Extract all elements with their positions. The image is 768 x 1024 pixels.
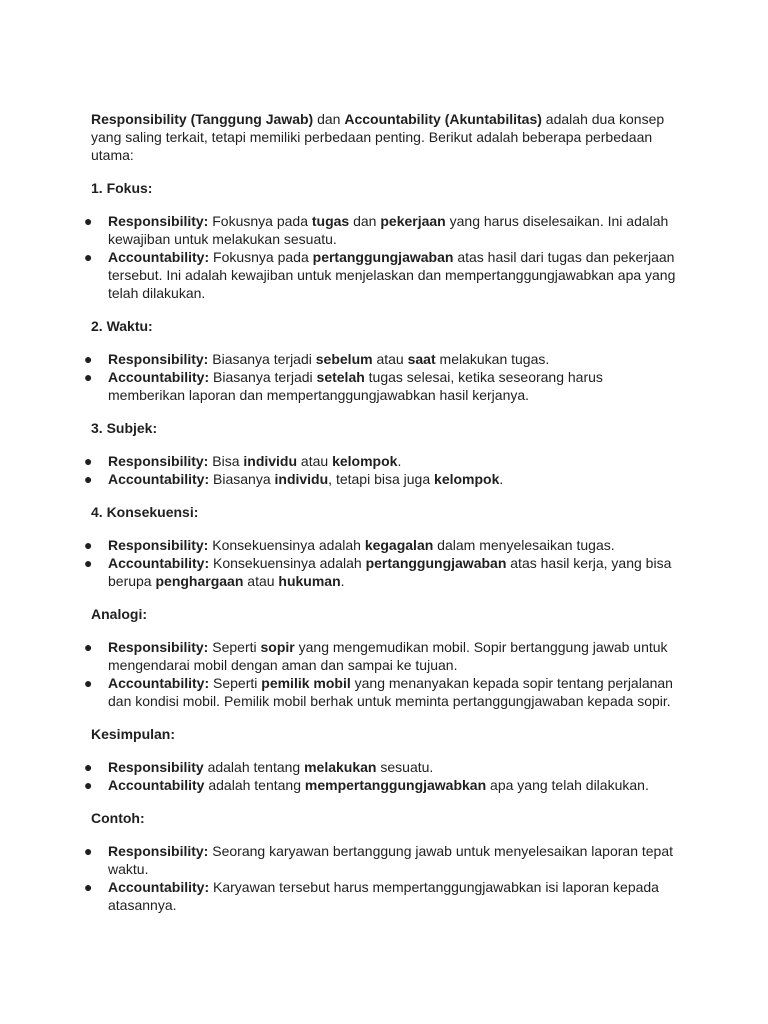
text-run: Seperti [209,675,262,691]
text-run: Karyawan tersebut harus mempertanggungjawabkan isi laporan kepada atasannya. [108,879,659,913]
list-item [84,758,681,776]
list-item [84,212,681,248]
text-run: apa yang telah dilakukan. [486,777,649,793]
text-run: dan [313,111,345,127]
list-item [84,638,681,674]
bold-text-run: Accountability (Akuntabilitas) [344,111,542,127]
text-run: tugas selesai, ketika seseorang harus memberikan laporan dan mempertanggungjawabkan hasil kerjanya. [108,369,603,403]
text-run: Biasanya terjadi [209,369,317,385]
bullet-icon: ● [84,249,93,265]
section-heading: 1. Fokus: [91,180,153,196]
text-run: atau [243,573,279,589]
text-run: , tetapi bisa juga [328,471,435,487]
text-run: atas hasil kerja, yang bisa berupa [108,555,672,589]
section-heading: Analogi: [91,606,147,622]
text-run: Seorang karyawan bertanggung jawab untuk menyelesaikan laporan tepat waktu. [108,843,674,877]
bold-text-run: saat [407,351,436,367]
text-run: Fokusnya pada [209,249,313,265]
bold-text-run: Responsibility: [108,453,209,469]
bullet-icon: ● [84,639,93,655]
text-run: yang harus diselesaikan. Ini adalah kewajiban untuk melakukan sesuatu. [108,213,669,247]
bold-text-run: Accountability: [108,369,210,385]
list-item [84,368,681,404]
bold-text-run: Accountability: [108,555,210,571]
list-item [84,776,681,794]
bullet-icon: ● [84,777,93,793]
text-run: adalah dua konsep yang saling terkait, tetapi memiliki perbedaan penting. Berikut adalah beberapa perbedaan utama: [91,111,665,163]
section-heading: 4. Konsekuensi: [91,504,199,520]
list-item [84,350,681,368]
bold-text-run: pemilik mobil [261,675,351,691]
bullet-list [84,758,681,794]
bold-text-run: tugas [311,213,350,229]
text-run: atas hasil dari tugas dan pekerjaan tersebut. Ini adalah kewajiban untuk menjelaskan dan mempertanggungjawabkan apa yang telah dilakukan. [108,249,676,301]
text-run: Seperti [208,639,261,655]
bullet-icon: ● [84,843,93,859]
text-run: yang menanyakan kepada sopir tentang perjalanan dan kondisi mobil. Pemilik mobil berhak untuk meminta pertanggungjawaban kepada sopir. [108,675,673,709]
text-run: adalah tentang [203,759,305,775]
bold-text-run: setelah [316,369,365,385]
bold-text-run: mempertanggungjawabkan [304,777,487,793]
text-run: dan [349,213,381,229]
bold-text-run: sopir [260,639,295,655]
document-body [84,110,681,929]
text-run: atau [297,453,333,469]
text-run: Konsekuensinya adalah [208,537,365,553]
text-run: yang mengemudikan mobil. Sopir bertanggung jawab untuk mengendarai mobil dengan aman dan sampai ke tujuan. [108,639,668,673]
text-run: . [340,573,345,589]
list-item [84,452,681,470]
section-heading: 3. Subjek: [91,420,158,436]
text-run: sesuatu. [376,759,434,775]
text-run: Konsekuensinya adalah [209,555,366,571]
bold-text-run: Accountability: [108,249,210,265]
bold-text-run: Accountability [108,777,205,793]
text-run: . [499,471,504,487]
bold-text-run: Responsibility: [108,639,209,655]
bold-text-run: individu [274,471,329,487]
bullet-icon: ● [84,879,93,895]
bullet-icon: ● [84,537,93,553]
bold-text-run: Responsibility: [108,843,209,859]
bullet-list [84,212,681,302]
bullet-icon: ● [84,675,93,691]
bold-text-run: hukuman [278,573,341,589]
bullet-list [84,350,681,404]
bullet-list [84,536,681,590]
bold-text-run: Responsibility: [108,351,209,367]
text-run: Fokusnya pada [208,213,312,229]
bold-text-run: kelompok [332,453,398,469]
list-item [84,842,681,878]
text-run: atau [372,351,408,367]
bold-text-run: Accountability: [108,471,210,487]
bold-text-run: Accountability: [108,675,210,691]
intro-paragraph [91,110,681,164]
bold-text-run: Responsibility (Tanggung Jawab) [91,111,314,127]
list-item [84,470,681,488]
section-heading: Contoh: [91,810,145,826]
text-run: adalah tentang [204,777,305,793]
text-run: melakukan tugas. [435,351,550,367]
bullet-list [84,638,681,710]
text-run: dalam menyelesaikan tugas. [433,537,615,553]
section-heading: Kesimpulan: [91,726,176,742]
text-run: . [397,453,402,469]
list-item [84,536,681,554]
list-item [84,554,681,590]
text-run: Bisa [208,453,244,469]
bullet-icon: ● [84,213,93,229]
list-item [84,878,681,914]
bullet-icon: ● [84,453,93,469]
bullet-list [84,842,681,914]
bold-text-run: pertanggungjawaban [312,249,454,265]
bold-text-run: pertanggungjawaban [365,555,507,571]
bold-text-run: Responsibility [108,759,204,775]
bold-text-run: Responsibility: [108,213,209,229]
bullet-icon: ● [84,759,93,775]
bullet-icon: ● [84,555,93,571]
bullet-icon: ● [84,471,93,487]
bullet-icon: ● [84,351,93,367]
section-heading: 2. Waktu: [91,318,153,334]
bold-text-run: individu [243,453,298,469]
bullet-icon: ● [84,369,93,385]
text-run: Biasanya terjadi [208,351,316,367]
bold-text-run: melakukan [304,759,377,775]
bold-text-run: Accountability: [108,879,210,895]
bold-text-run: sebelum [315,351,373,367]
bold-text-run: penghargaan [155,573,244,589]
bullet-list [84,452,681,488]
bold-text-run: Responsibility: [108,537,209,553]
list-item [84,248,681,302]
text-run: Biasanya [209,471,275,487]
list-item [84,674,681,710]
bold-text-run: pekerjaan [380,213,446,229]
bold-text-run: kegagalan [364,537,434,553]
bold-text-run: kelompok [434,471,500,487]
